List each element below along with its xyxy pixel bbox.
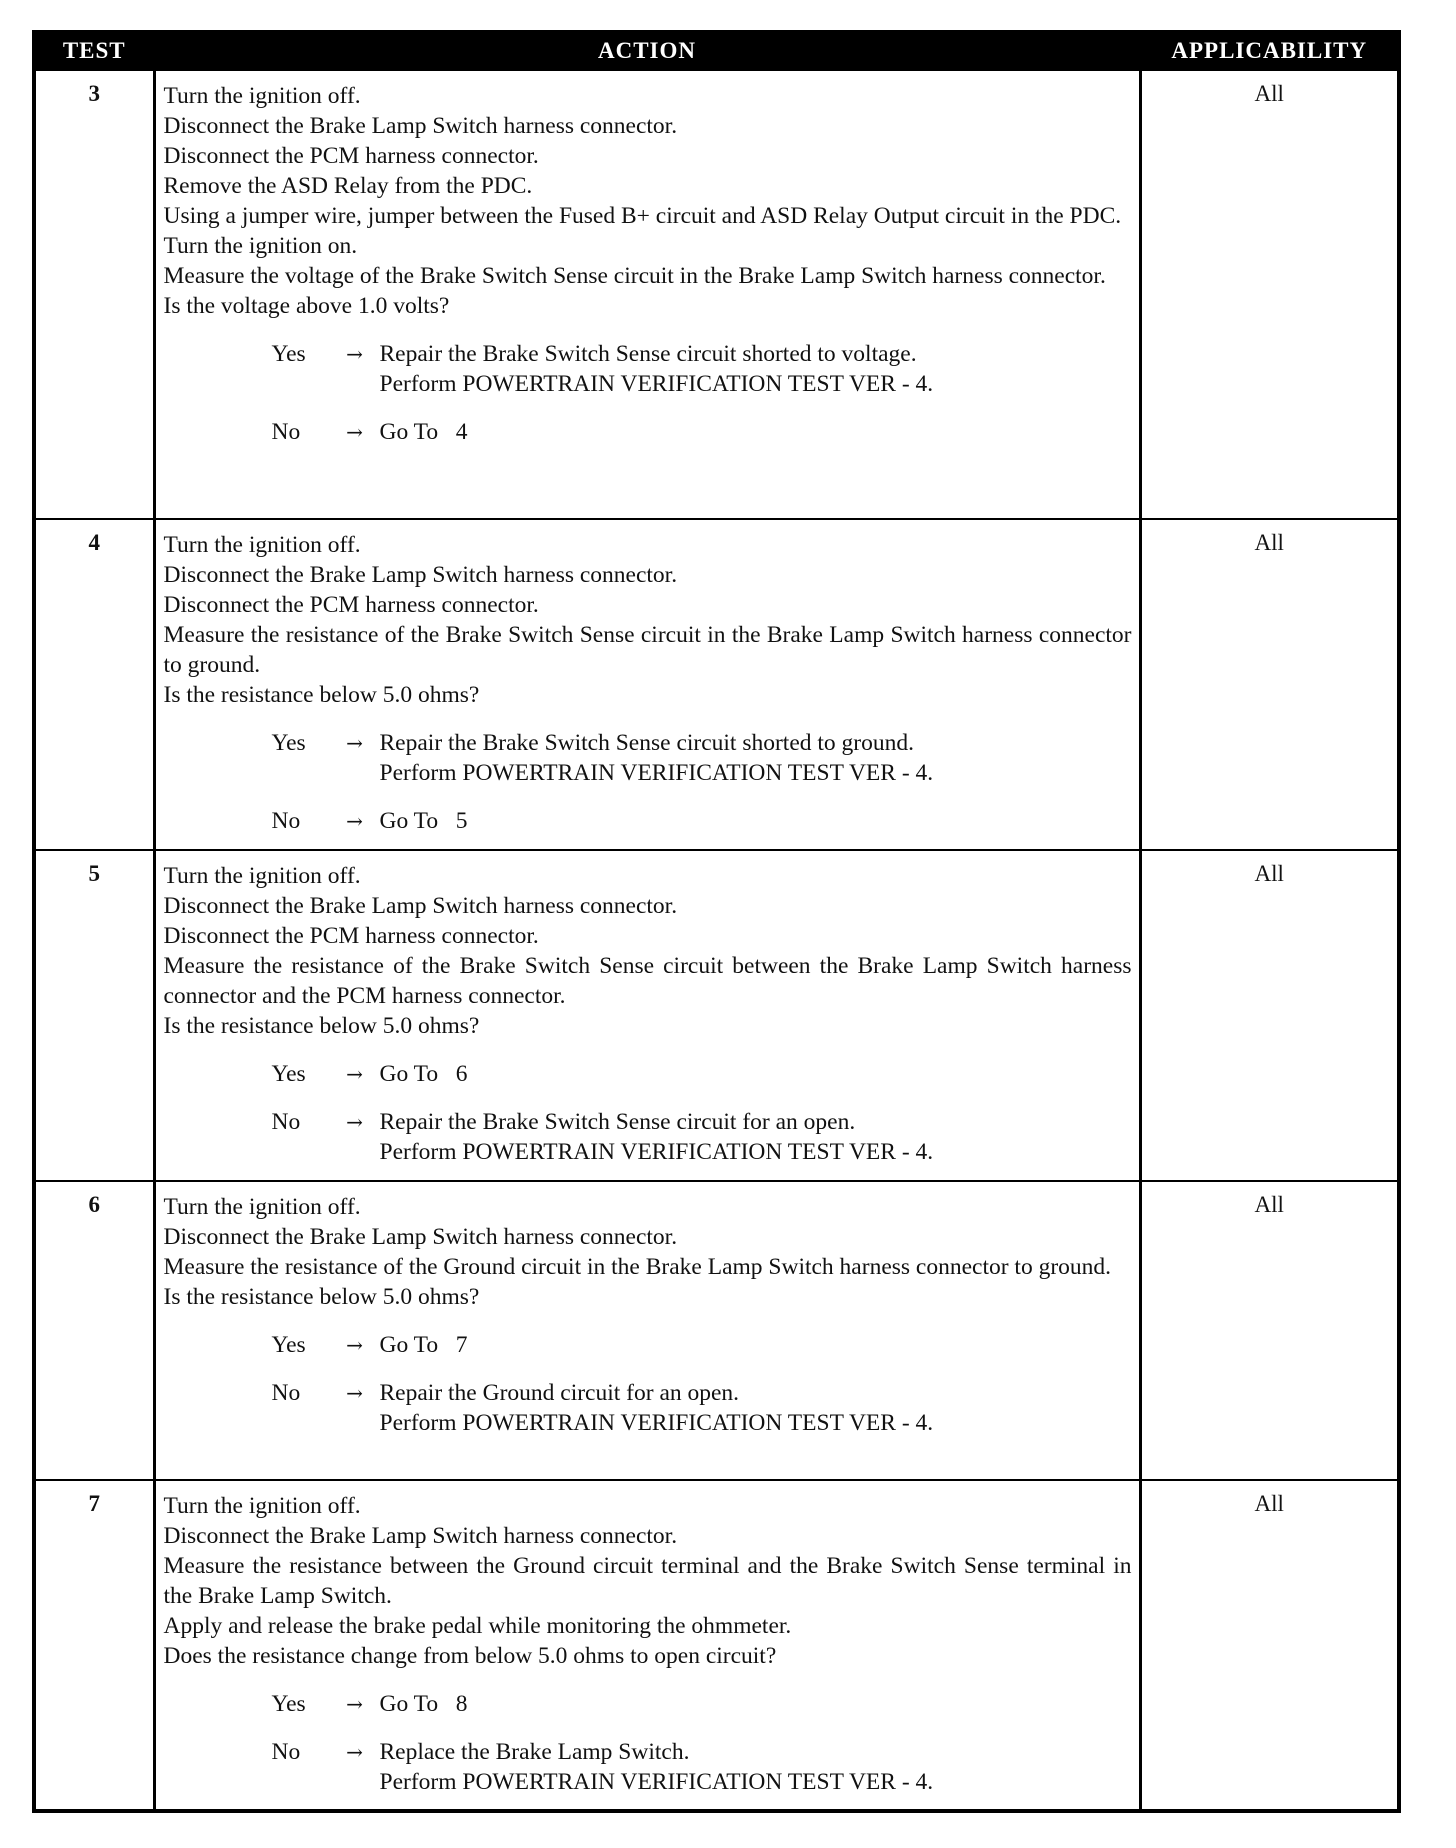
right-arrow-icon: → [346, 1739, 363, 1764]
action-step: Turn the ignition off. [163, 1492, 361, 1519]
result-label: No [271, 1738, 301, 1765]
diagnostic-page [32, 30, 1397, 1813]
right-arrow-icon: → [346, 1691, 363, 1716]
result-line: Go To 8 [379, 1690, 468, 1717]
result-label: Yes [271, 1690, 306, 1717]
result-yes [164, 1689, 1132, 1719]
right-arrow-icon: → [346, 342, 363, 366]
action-step: Disconnect the Brake Lamp Switch harness connector. [163, 1223, 678, 1250]
table-header-row [34, 32, 1399, 70]
result-line: Go To 7 [379, 1331, 468, 1358]
action-cell [154, 850, 1140, 1181]
right-arrow-icon: → [346, 1332, 363, 1357]
action-step: Measure the resistance between the Ground circuit terminal and the Brake Switch Sense terminal in the Brake Lamp Switch. [163, 1552, 1132, 1609]
action-cell [154, 519, 1140, 850]
action-step: Disconnect the Brake Lamp Switch harness connector. [163, 1522, 678, 1549]
result-no [164, 1107, 1132, 1167]
test-number: 7 [34, 1480, 154, 1811]
result-line: Go To 6 [379, 1060, 468, 1087]
action-step: Does the resistance change from below 5.0 ohms to open circuit? [163, 1642, 777, 1669]
action-step: Is the voltage above 1.0 volts? [163, 293, 450, 319]
table-row [34, 519, 1399, 850]
applicability-value: All [1140, 1480, 1399, 1811]
result-line: Replace the Brake Lamp Switch. [379, 1738, 690, 1765]
table-row [34, 850, 1399, 1181]
action-step: Turn the ignition off. [163, 83, 361, 109]
table-row [34, 70, 1399, 519]
result-text [380, 1689, 1132, 1719]
right-arrow-icon: → [346, 420, 363, 444]
result-no [164, 417, 1132, 447]
result-line: Perform POWERTRAIN VERIFICATION TEST VER - 4. [379, 1768, 934, 1795]
header-action: ACTION [154, 32, 1140, 70]
action-step: Turn the ignition on. [163, 233, 358, 259]
test-number: 3 [34, 70, 154, 519]
result-label: Yes [271, 341, 306, 367]
result-yes [164, 1330, 1132, 1360]
action-step: Disconnect the Brake Lamp Switch harness connector. [163, 561, 678, 588]
results-block [164, 1689, 1132, 1797]
result-yes [164, 1059, 1132, 1089]
result-line: Repair the Brake Switch Sense circuit shorted to voltage. [379, 341, 917, 367]
result-label: No [271, 1379, 301, 1406]
result-line: Repair the Ground circuit for an open. [379, 1379, 740, 1406]
action-step: Measure the voltage of the Brake Switch Sense circuit in the Brake Lamp Switch harness connector. [163, 263, 1106, 289]
test-number: 6 [34, 1181, 154, 1480]
right-arrow-icon: → [346, 808, 363, 833]
result-text [380, 1330, 1132, 1360]
table-body [34, 70, 1399, 1811]
result-no [164, 1737, 1132, 1797]
action-step: Disconnect the PCM harness connector. [163, 591, 539, 618]
result-label: Yes [271, 1331, 306, 1358]
result-yes [164, 339, 1132, 399]
result-text [380, 728, 1132, 788]
table-row [34, 1181, 1399, 1480]
right-arrow-icon: → [346, 1061, 363, 1086]
result-text [380, 1059, 1132, 1089]
result-yes [164, 728, 1132, 788]
results-block [164, 1330, 1132, 1438]
right-arrow-icon: → [346, 730, 363, 755]
action-cell [154, 70, 1140, 519]
action-step: Turn the ignition off. [163, 1193, 361, 1220]
result-text [380, 1737, 1132, 1797]
header-applicability: APPLICABILITY [1140, 32, 1399, 70]
action-cell [154, 1181, 1140, 1480]
applicability-value: All [1140, 70, 1399, 519]
action-step: Is the resistance below 5.0 ohms? [163, 681, 480, 708]
action-step: Measure the resistance of the Brake Switch Sense circuit in the Brake Lamp Switch harness connector to ground. [163, 621, 1132, 678]
results-block [164, 1059, 1132, 1167]
table-row [34, 1480, 1399, 1811]
result-text [380, 1378, 1132, 1438]
result-text [380, 339, 1132, 399]
diagnostic-test-table [32, 30, 1401, 1813]
results-block [164, 339, 1132, 447]
applicability-value: All [1140, 850, 1399, 1181]
action-step: Is the resistance below 5.0 ohms? [163, 1283, 480, 1310]
test-number: 5 [34, 850, 154, 1181]
result-label: No [271, 419, 301, 445]
action-step: Disconnect the PCM harness connector. [163, 143, 539, 169]
action-cell [154, 1480, 1140, 1811]
result-line: Go To 5 [379, 807, 468, 834]
action-step: Measure the resistance of the Ground circuit in the Brake Lamp Switch harness connector to ground. [163, 1253, 1112, 1280]
result-line: Perform POWERTRAIN VERIFICATION TEST VER - 4. [379, 1138, 934, 1165]
result-line: Perform POWERTRAIN VERIFICATION TEST VER - 4. [379, 1409, 934, 1436]
applicability-value: All [1140, 519, 1399, 850]
action-step: Using a jumper wire, jumper between the Fused B+ circuit and ASD Relay Output circuit in the PDC. [163, 203, 1122, 229]
test-number: 4 [34, 519, 154, 850]
action-step: Turn the ignition off. [163, 531, 361, 558]
result-label: Yes [271, 1060, 306, 1087]
action-step: Is the resistance below 5.0 ohms? [163, 1012, 480, 1039]
action-step: Measure the resistance of the Brake Switch Sense circuit between the Brake Lamp Switch harness connector and the PCM harness connector. [163, 952, 1132, 1009]
result-line: Go To 4 [379, 419, 468, 445]
result-text [380, 1107, 1132, 1167]
result-line: Repair the Brake Switch Sense circuit for an open. [379, 1108, 856, 1135]
action-step: Disconnect the Brake Lamp Switch harness connector. [163, 892, 678, 919]
action-step: Apply and release the brake pedal while monitoring the ohmmeter. [163, 1612, 792, 1639]
action-step: Disconnect the PCM harness connector. [163, 922, 539, 949]
result-label: No [271, 807, 301, 834]
results-block [164, 728, 1132, 836]
result-label: No [271, 1108, 301, 1135]
applicability-value: All [1140, 1181, 1399, 1480]
right-arrow-icon: → [346, 1380, 363, 1405]
result-no [164, 806, 1132, 836]
result-text [380, 806, 1132, 836]
action-step: Remove the ASD Relay from the PDC. [163, 173, 533, 199]
result-line: Repair the Brake Switch Sense circuit shorted to ground. [379, 729, 914, 756]
result-line: Perform POWERTRAIN VERIFICATION TEST VER - 4. [379, 759, 934, 786]
result-label: Yes [271, 729, 306, 756]
action-step: Disconnect the Brake Lamp Switch harness connector. [163, 113, 678, 139]
result-no [164, 1378, 1132, 1438]
result-text [380, 417, 1132, 447]
action-step: Turn the ignition off. [163, 862, 361, 889]
header-test: TEST [34, 32, 154, 70]
result-line: Perform POWERTRAIN VERIFICATION TEST VER - 4. [379, 371, 934, 397]
right-arrow-icon: → [346, 1109, 363, 1134]
